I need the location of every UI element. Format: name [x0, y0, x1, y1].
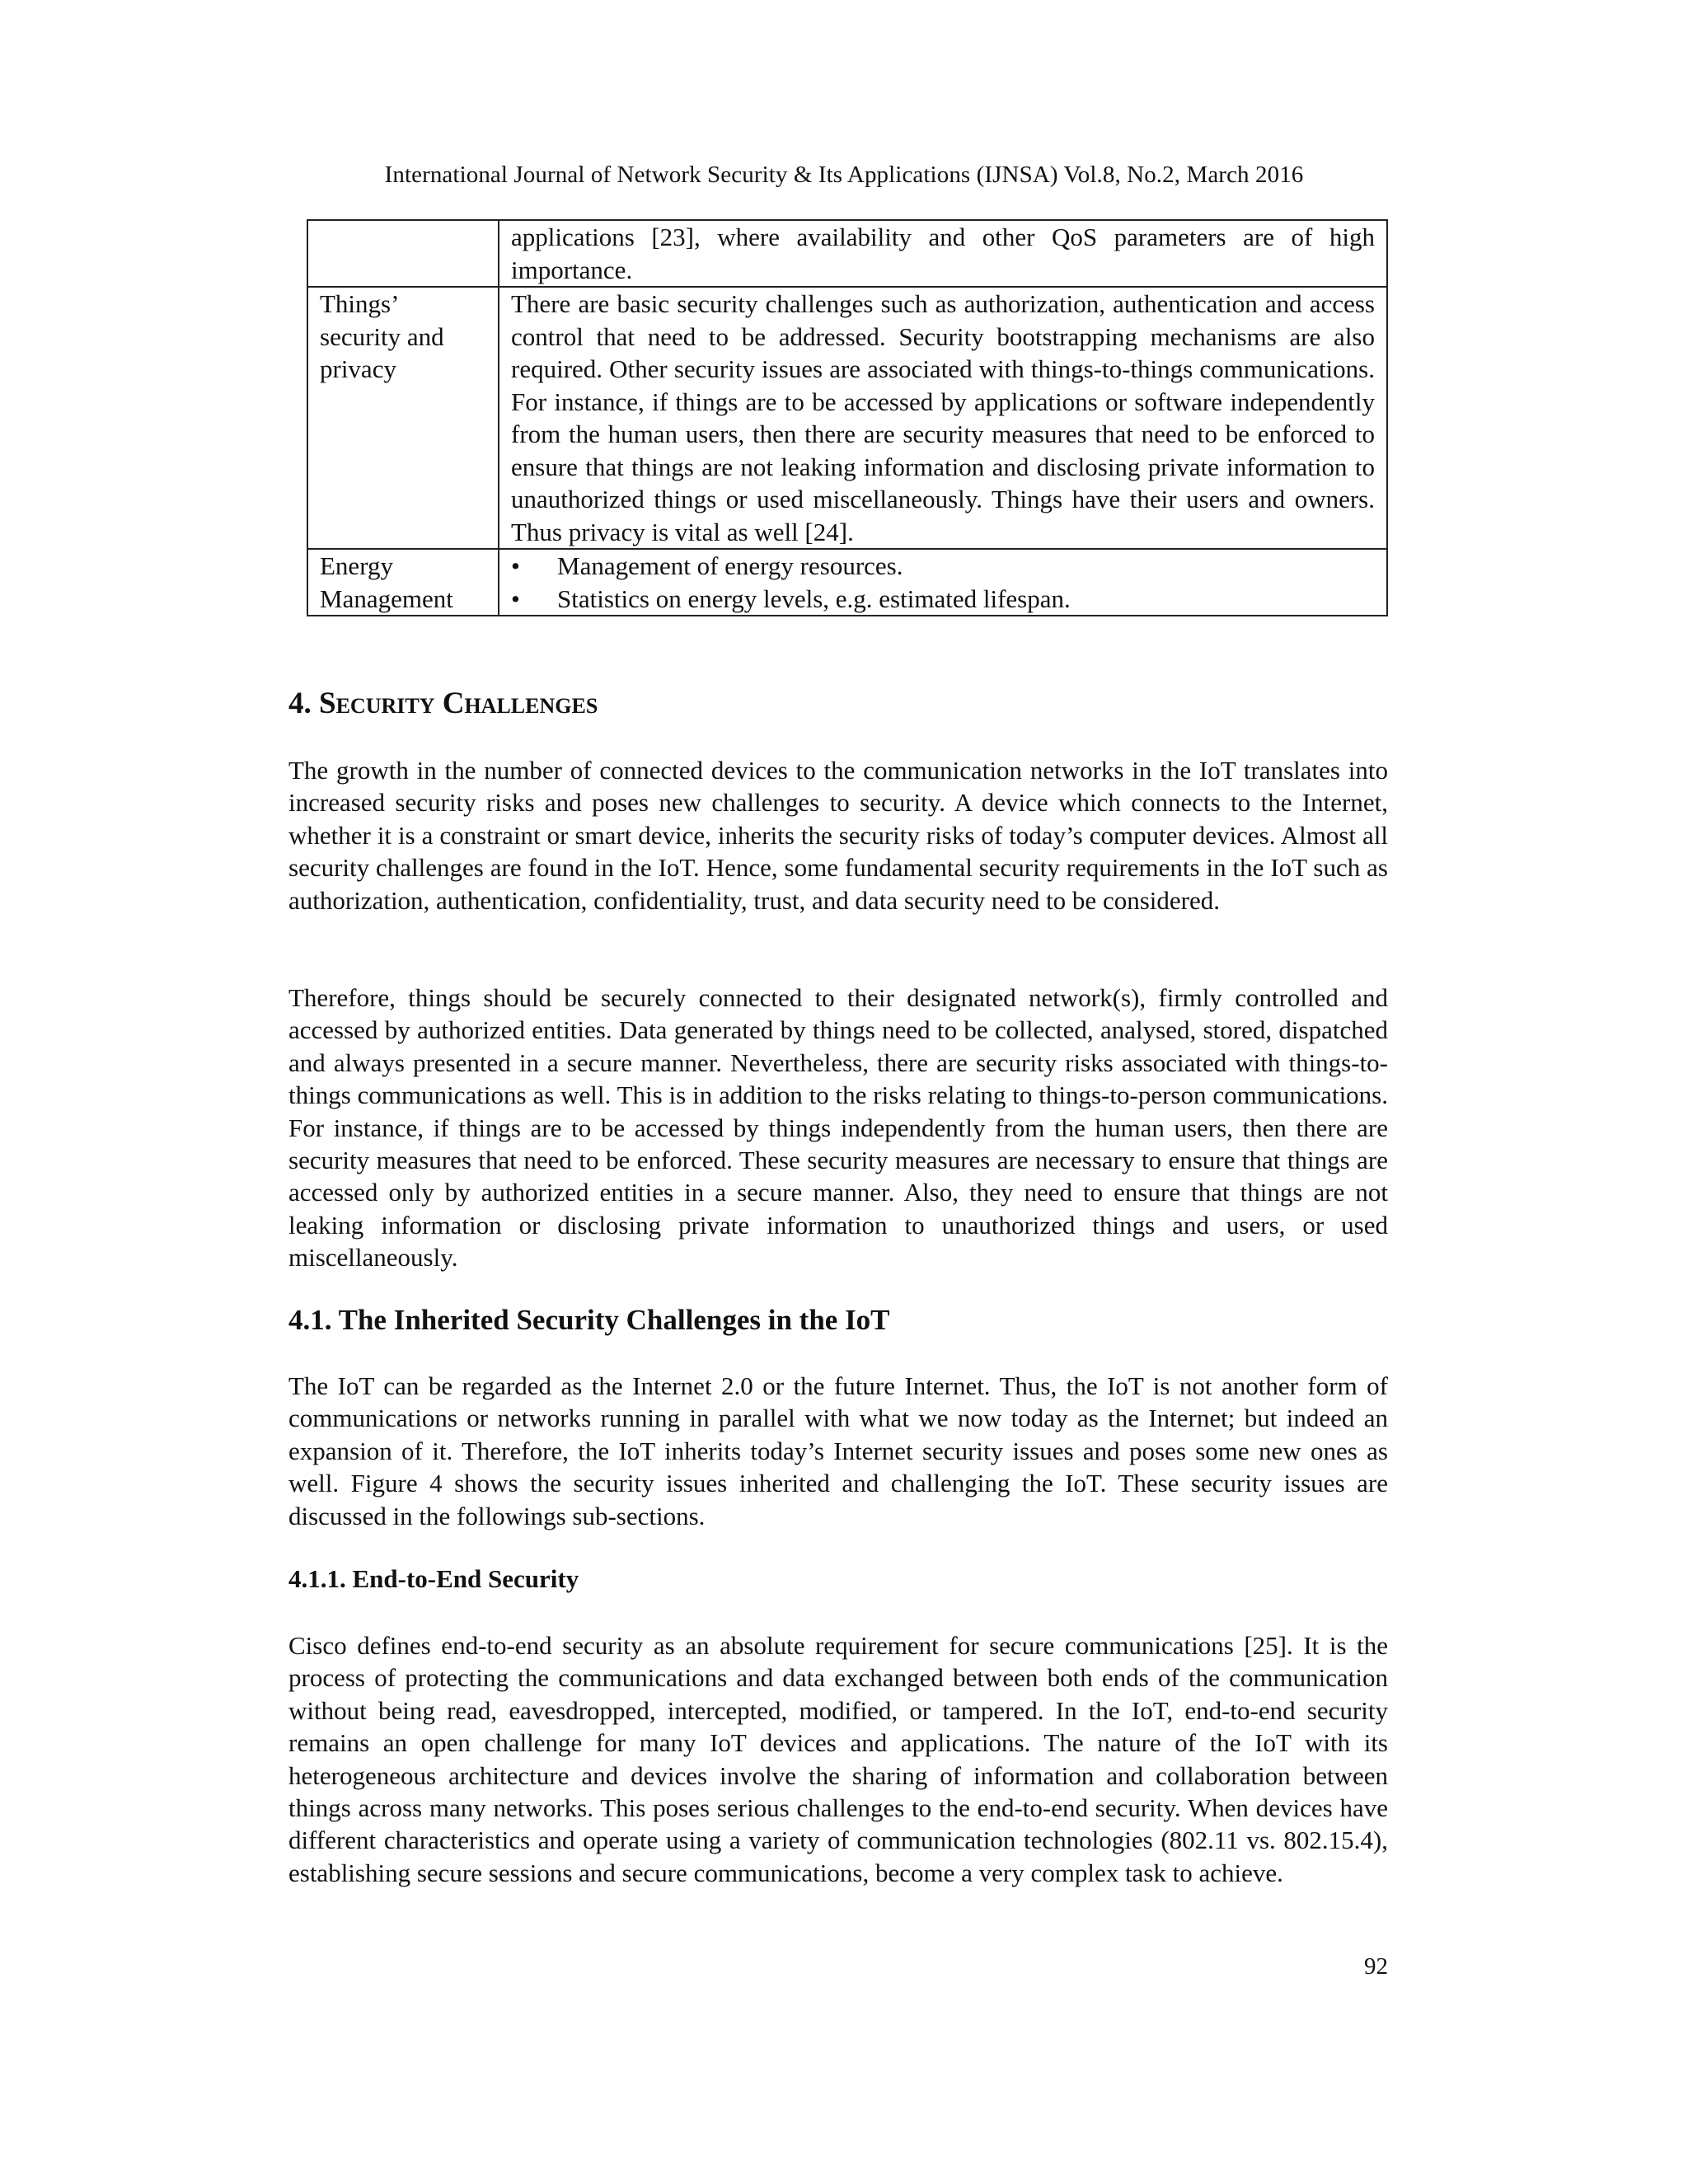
table-text-cell: applications [23], where availability and other QoS parameters are of high importance. [499, 220, 1387, 287]
subsection-heading: 4.1. The Inherited Security Challenges in the IoT [288, 1304, 890, 1336]
bullet-icon: • [511, 583, 520, 613]
label-line: privacy [320, 354, 396, 383]
table-row [307, 549, 1387, 616]
table-label-cell [307, 220, 499, 287]
label-line: Energy [320, 551, 393, 580]
bullet-text: Management of energy resources. [557, 551, 903, 580]
table-text-cell: There are basic security challenges such as authorization, authentication and access control that need to be addressed. Security bootstrapping mechanisms are also required. Other security issues are associated with things-to-things communications. For instance, if things are to be accessed by applications or software independently from the human users, then there are security measures that need to be enforced to ensure that things are not leaking information and disclosing private information to unauthorized things or used miscellaneously. Things have their users and owners. Thus privacy is vital as well [24]. [499, 287, 1387, 549]
page-number: 92 [1364, 1953, 1388, 1980]
label-line: Management [320, 583, 453, 613]
table-label-cell [307, 287, 499, 549]
bullet-text: Statistics on energy levels, e.g. estimated lifespan. [557, 583, 1071, 613]
requirements-table [307, 219, 1388, 616]
table-bullet-cell [499, 549, 1387, 616]
paragraph: The growth in the number of connected devices to the communication networks in the IoT translates into increased security risks and poses new challenges to security. A device which connects to the Internet, whether it is a constraint or smart device, inherits the security risks of today’s computer devices. Almost all security challenges are found in the IoT. Hence, some fundamental security requirements in the IoT such as authorization, authentication, confidentiality, trust, and data security need to be considered. [288, 756, 1388, 915]
paragraph: Cisco defines end-to-end security as an absolute requirement for secure communications [25]. It is the process of protecting the communications and data exchanged between both ends of the communication without being read, eavesdropped, intercepted, modified, or tampered. In the IoT, end-to-end security remains an open challenge for many IoT devices and applications. The nature of the IoT with its heterogeneous architecture and devices involve the sharing of information and collaboration between things across many networks. This poses serious challenges to the end-to-end security. When devices have different characteristics and operate using a variety of communication technologies (802.11 vs. 802.15.4), establishing secure sessions and secure communications, become a very complex task to achieve. [288, 1631, 1388, 1887]
table-row [307, 287, 1387, 549]
subsubsection-heading: 4.1.1. End-to-End Security [288, 1564, 579, 1593]
paragraph: The IoT can be regarded as the Internet 2.0 or the future Internet. Thus, the IoT is not another form of communications or networks running in parallel with what we now today as the Internet; but indeed an expansion of it. Therefore, the IoT inherits today’s Internet security issues and poses some new ones as well. Figure 4 shows the security issues inherited and challenging the IoT. These security issues are discussed in the followings sub-sections. [288, 1371, 1388, 1530]
paragraph: Therefore, things should be securely connected to their designated network(s), firmly controlled and accessed by authorized entities. Data generated by things need to be collected, analysed, stored, dispatched and always presented in a secure manner. Nevertheless, there are security risks associated with things-to-things communications as well. This is in addition to the risks relating to things-to-person communications. For instance, if things are to be accessed by things independently from the human users, then there are security measures that need to be enforced. These security measures are necessary to ensure that things are accessed only by authorized entities in a secure manner. Also, they need to ensure that things are not leaking information or disclosing private information to unauthorized things and users, or used miscellaneously. [288, 983, 1388, 1272]
section-heading: 4. Security Challenges [288, 687, 598, 720]
label-line: Things’ [320, 289, 400, 318]
table-label-cell [307, 549, 499, 616]
list-item [511, 550, 1375, 583]
label-line: security and [320, 321, 444, 351]
running-header: International Journal of Network Security & Its Applications (IJNSA) Vol.8, No.2, March 2016 [384, 162, 1304, 188]
table-row [307, 220, 1387, 287]
list-item [511, 583, 1375, 616]
bullet-icon: • [511, 551, 520, 580]
